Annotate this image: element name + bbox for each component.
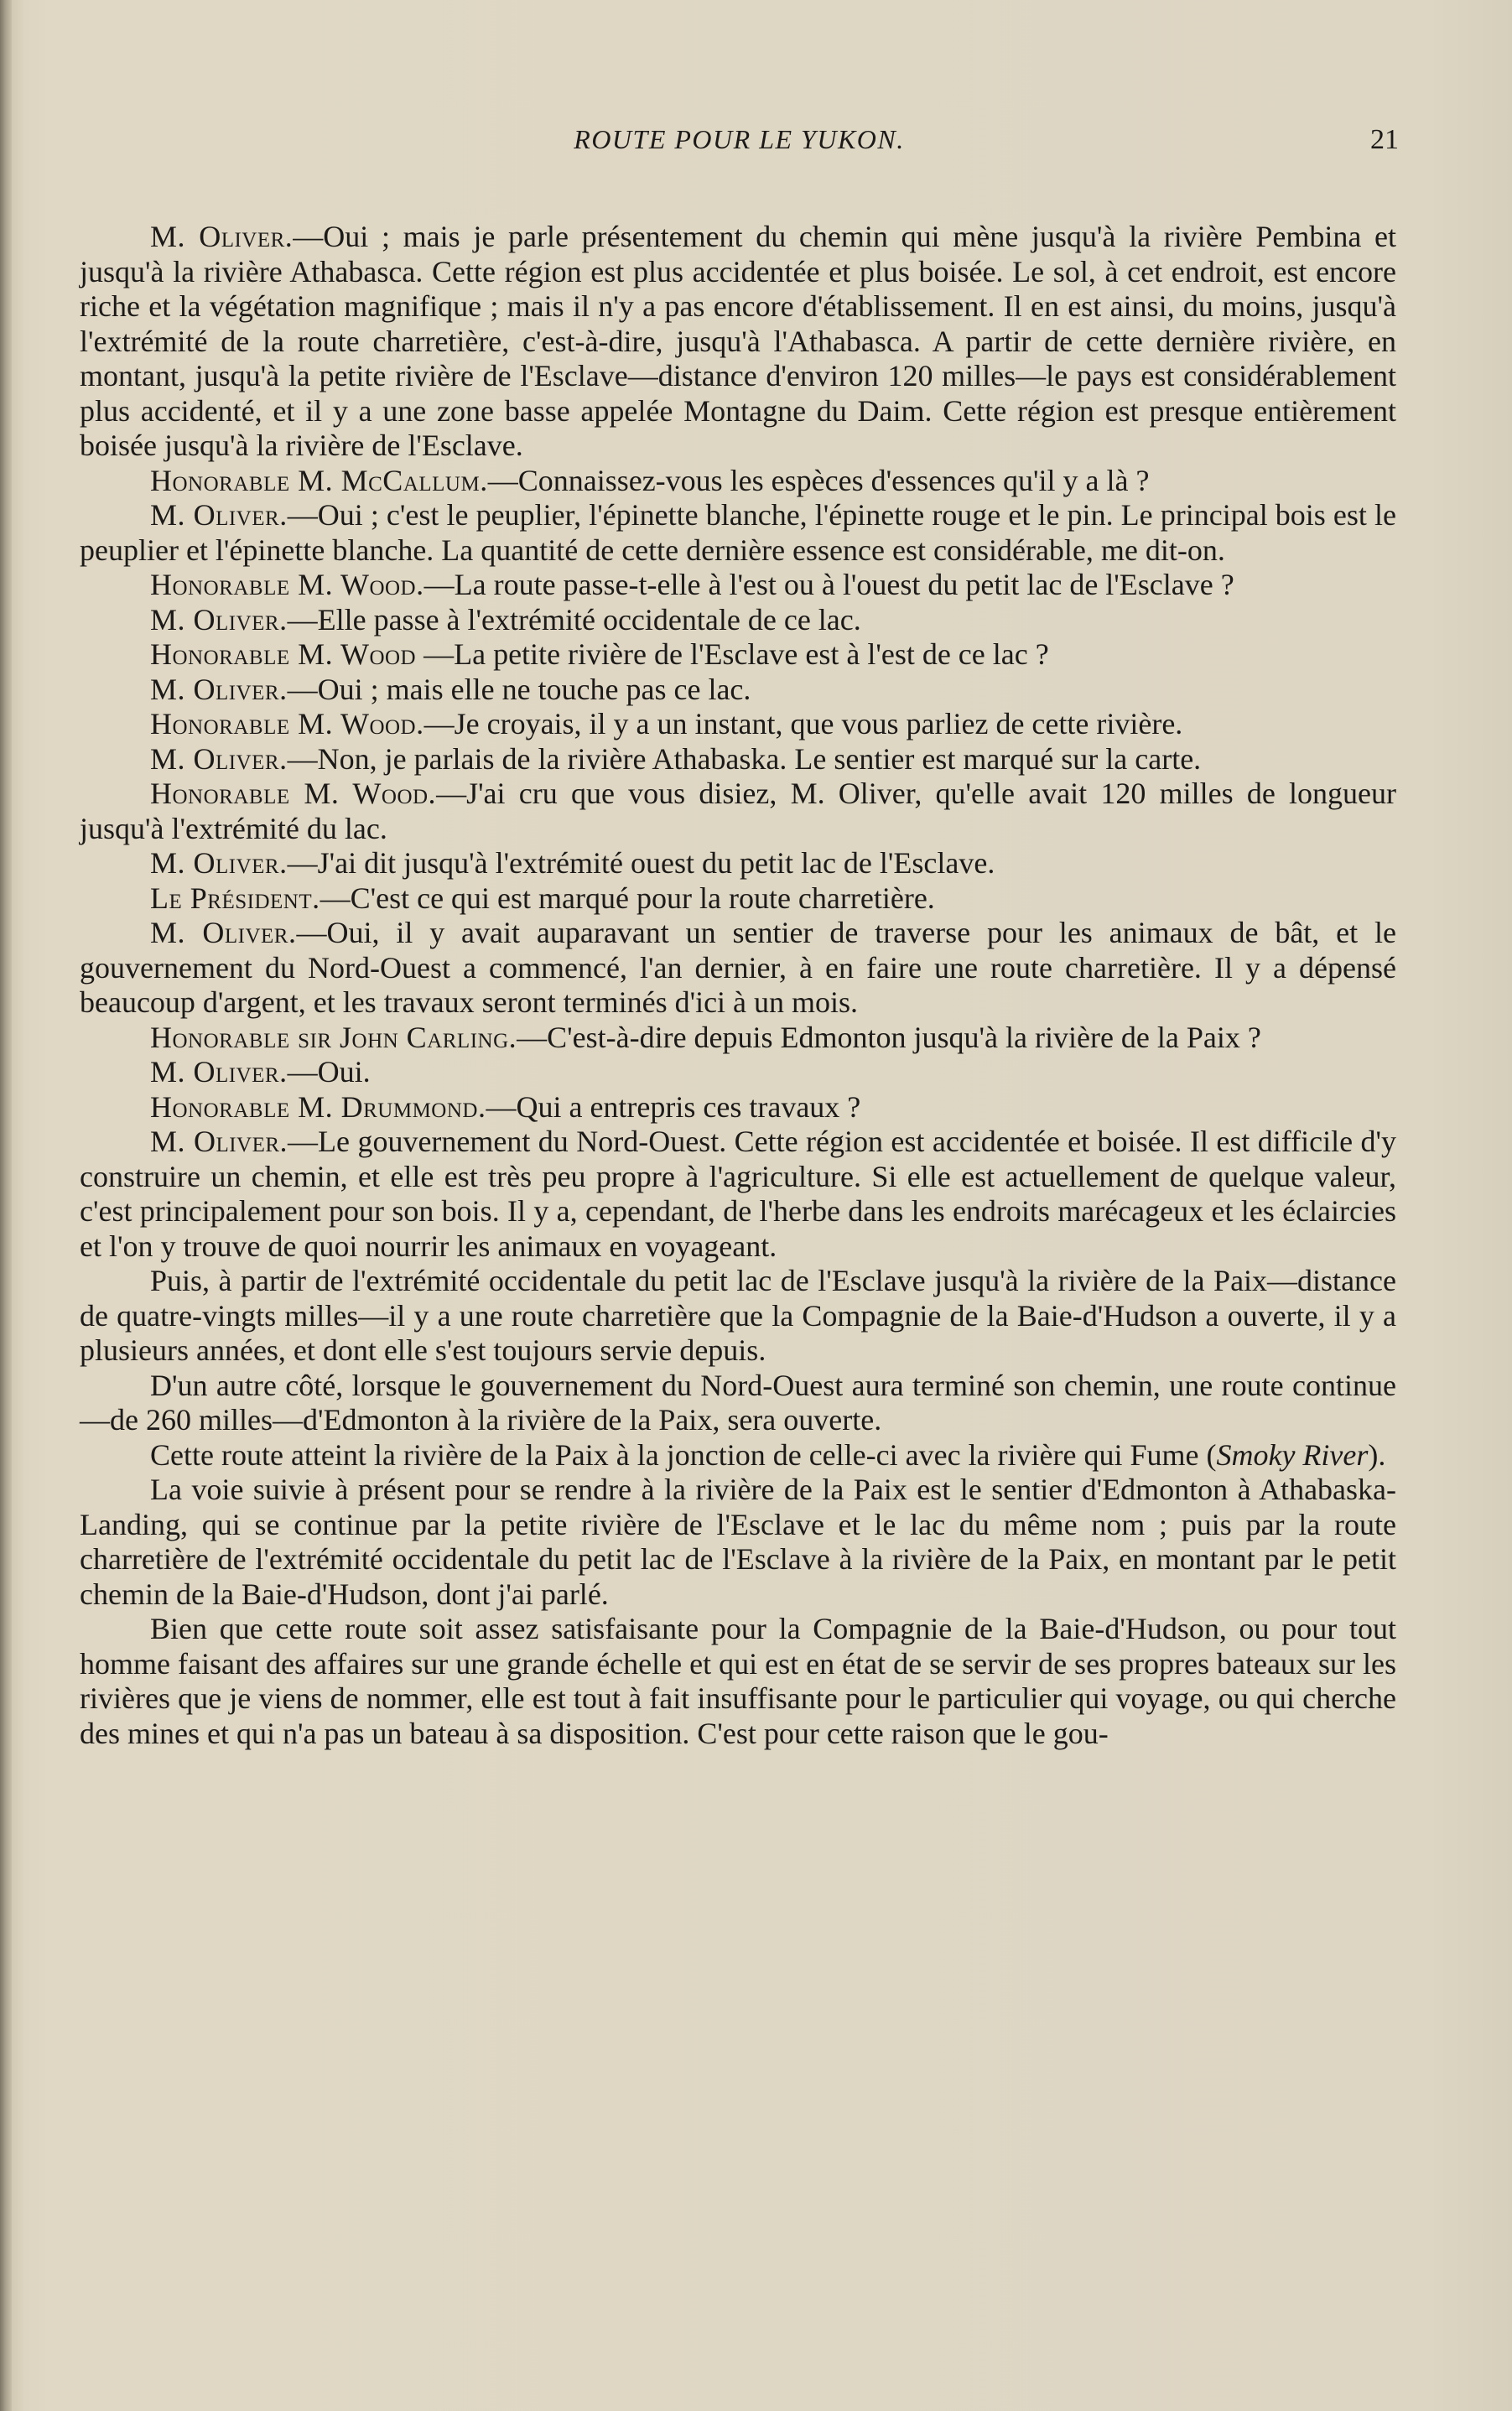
paragraph [80,1369,1396,1438]
speaker: M. Oliver. [150,1125,288,1158]
paragraph [80,846,1396,881]
speaker: Honorable M. Drummond. [150,1089,486,1124]
italic-text: Smoky River [1216,1437,1369,1472]
paragraph-text: La voie suivie à présent pour se rendre à la rivière de la Paix est le sentier d'Edmonton à Athabaska-Landing, qui se continue par la petite rivière de l'Esclave et le lac du même nom ; puis par la route charretière de l'extrémité occidentale du petit lac de l'Esclave à la rivière de la Paix, en montant par le petit chemin de la Baie-d'Hudson, dont j'ai parlé. [80,1473,1396,1611]
speaker: Honorable sir John Carling. [150,1020,517,1054]
paragraph [80,498,1396,568]
speaker: M. Oliver. [150,741,288,776]
running-title: ROUTE POUR LE YUKON. [574,124,905,154]
paragraph [80,707,1396,742]
speaker: Honorable M. McCallum. [150,463,488,497]
paragraph-text: —Je croyais, il y a un instant, que vous parliez de cette rivière. [423,707,1183,740]
paragraph [80,603,1396,638]
paragraph [80,1090,1396,1125]
speaker: Honorable M. Wood [150,637,417,671]
paragraph [80,1473,1396,1612]
page-header [80,124,1399,166]
paragraph-text: —Le gouvernement du Nord-Ouest. Cette région est accidentée et boisée. Il est difficile d'y construire un chemin, et elle est très peu propre à l'agriculture. Si elle est actuellement de quelque valeur, c'est principalement pour son bois. Il y a, cependant, de l'herbe dans les endroits marécageux et les éclaircies et l'on y trouve de quoi nourrir les animaux en voyageant. [80,1125,1397,1263]
paragraph [80,1055,1396,1090]
paragraph [80,220,1396,464]
paragraph-text: —C'est ce qui est marqué pour la route charretière. [320,881,935,915]
paragraph-text: —Oui, il y avait auparavant un sentier de traverse pour les animaux de bât, et le gouvernement du Nord-Ouest a commencé, l'an dernier, à en faire une route charretière. Il y a dépensé beaucoup d'argent, et les travaux seront terminés d'ici à un mois. [80,916,1396,1019]
paragraph [80,637,1396,673]
speaker: Honorable M. Wood. [150,568,424,601]
paragraph-text: —La route passe-t-elle à l'est ou à l'ouest du petit lac de l'Esclave ? [423,568,1234,601]
speaker: M. Oliver. [150,846,288,880]
speaker: M. Oliver. [150,498,288,532]
speaker: Honorable M. Wood. [150,707,424,740]
paragraph [80,742,1396,777]
paragraph [80,464,1396,499]
page-binding-edge [0,0,12,2411]
paragraph-text: Bien que cette route soit assez satisfaisante pour la Compagnie de la Baie-d'Hudson, ou pour tout homme faisant des affaires sur une grande échelle et qui est en état de se servir de ses propres bateaux sur les rivières que je viens de nommer, elle est tout à fait insuffisante pour le particulier qui voyage, ou qui cherche des mines et qui n'a pas un bateau à sa disposition. C'est pour cette raison que le gou- [80,1612,1396,1750]
page-number: 21 [1370,124,1399,155]
paragraph [80,673,1396,708]
paragraph [80,1612,1396,1751]
paragraph [80,1438,1396,1473]
paragraph-text: Puis, à partir de l'extrémité occidentale du petit lac de l'Esclave jusqu'à la rivière de la Paix—distance de quatre-vingts milles—il y a une route charretière que la Compagnie de la Baie-d'Hudson a ouverte, il y a plusieurs années, et dont elle s'est toujours servie depuis. [80,1264,1396,1367]
speaker: M. Oliver. [150,916,297,949]
paragraph [80,568,1396,603]
paragraph-text: Cette route atteint la rivière de la Paix à la jonction de celle-ci avec la rivière qui Fume ( [150,1437,1217,1472]
paragraph-text: —Non, je parlais de la rivière Athabaska. Le sentier est marqué sur la carte. [287,741,1202,776]
paragraph-text: —La petite rivière de l'Esclave est à l'est de ce lac ? [416,637,1049,671]
paragraph [80,1264,1396,1369]
speaker: M. Oliver. [150,602,288,637]
paragraph [80,916,1396,1021]
paragraph [80,1125,1396,1264]
paragraph-text: —Oui ; mais elle ne touche pas ce lac. [287,672,751,706]
paragraph-text: —Qui a entrepris ces travaux ? [486,1089,861,1124]
paragraph-text: —J'ai cru que vous disiez, M. Oliver, qu'elle avait 120 milles de longueur jusqu'à l'extrémité du lac. [80,777,1397,845]
paragraph-text: D'un autre côté, lorsque le gouvernement du Nord-Ouest aura terminé son chemin, une route continue—de 260 milles—d'Edmonton à la rivière de la Paix, sera ouverte. [80,1368,1396,1437]
body-text [80,220,1396,1751]
speaker: M. Oliver. [150,1055,288,1089]
speaker: Honorable M. Wood. [150,777,437,810]
paragraph-text: —Connaissez-vous les espèces d'essences qu'il y a là ? [487,463,1150,497]
speaker: M. Oliver. [150,672,288,706]
paragraph-text: —J'ai dit jusqu'à l'extrémité ouest du petit lac de l'Esclave. [287,846,995,880]
paragraph-text: —Oui ; mais je parle présentement du chemin qui mène jusqu'à la rivière Pembina et jusqu'à la rivière Athabasca. Cette région est plus accidentée et plus boisée. Le sol, à cet endroit, est encore riche et la végétation magnifique ; mais il n'y a pas encore d'établissement. Il en est ainsi, du moins, jusqu'à l'extrémité de la route charretière, c'est-à-dire, jusqu'à l'Athabasca. A partir de cette dernière rivière, en montant, jusqu'à la petite rivière de l'Esclave—distance d'environ 120 milles—le pays est considérablement plus accidenté, et il y a une zone basse appelée Montagne du Daim. Cette région est presque entièrement boisée jusqu'à la rivière de l'Esclave. [80,220,1396,462]
paragraph [80,881,1396,917]
paragraph-text: —Oui ; c'est le peuplier, l'épinette blanche, l'épinette rouge et le pin. Le principal bois est le peuplier et l'épinette blanche. La quantité de cette dernière essence est considérable, me dit-on. [80,498,1396,567]
paragraph-text-tail: ). [1368,1437,1386,1472]
paragraph-text: —Elle passe à l'extrémité occidentale de ce lac. [287,602,861,637]
paragraph-text: —Oui. [287,1055,371,1089]
speaker: Le Président. [150,881,320,915]
paragraph [80,1021,1396,1056]
speaker: M. Oliver. [150,220,294,253]
paragraph [80,777,1396,846]
paragraph-text: —C'est-à-dire depuis Edmonton jusqu'à la rivière de la Paix ? [517,1020,1261,1054]
